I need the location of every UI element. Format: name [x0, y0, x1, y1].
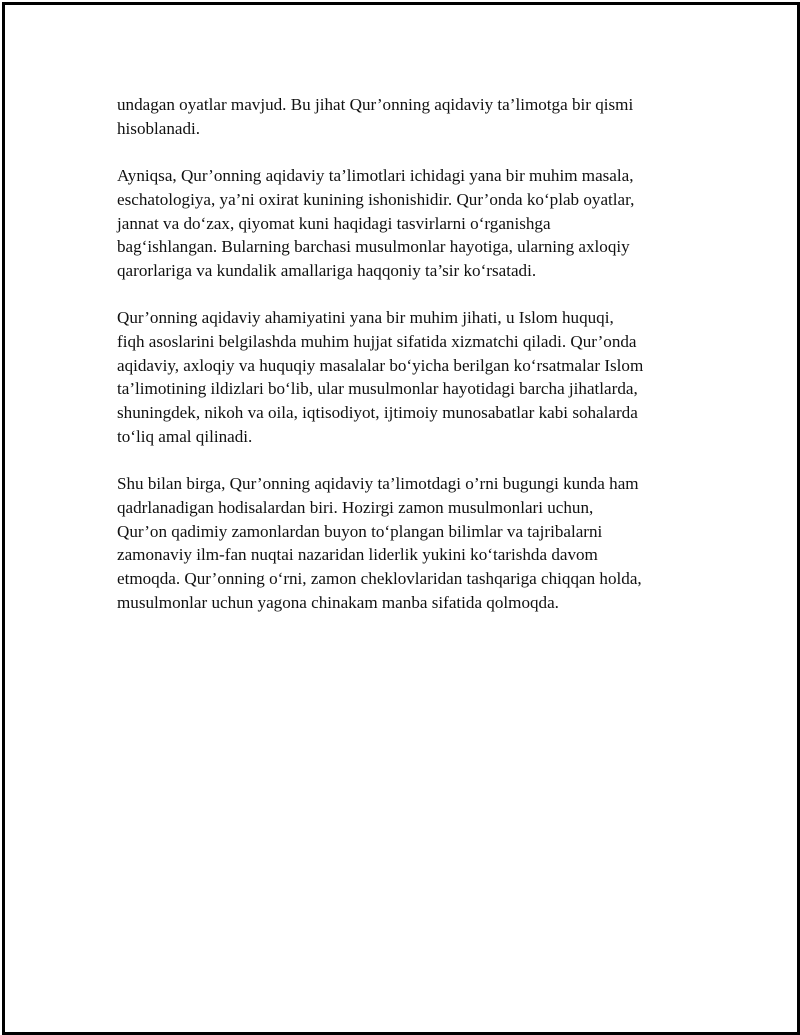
- text-line: eschatologiya, ya’ni oxirat kunining ishonishidir. Qur’onda ko‘plab oyatlar,: [117, 189, 635, 209]
- text-line: bag‘ishlangan. Bularning barchasi musulmonlar hayotiga, ularning axloqiy: [117, 237, 630, 257]
- text-line: to‘liq amal qilinadi.: [117, 426, 253, 446]
- text-line: Qur’onning aqidaviy ahamiyatini yana bir muhim jihati, u Islom huquqi,: [117, 308, 614, 328]
- document-body: [117, 93, 697, 638]
- paragraph-1: [117, 93, 697, 140]
- text-line: zamonaviy ilm-fan nuqtai nazaridan liderlik yukini ko‘tarishda davom: [117, 545, 598, 565]
- text-line: qadrlanadigan hodisalardan biri. Hozirgi zamon musulmonlari uchun,: [117, 497, 594, 517]
- paragraph-3: [117, 306, 697, 448]
- text-line: jannat va do‘zax, qiyomat kuni haqidagi tasvirlarni o‘rganishga: [117, 213, 551, 233]
- paragraph-2: [117, 164, 697, 283]
- paragraph-4: [117, 472, 697, 614]
- text-line: Shu bilan birga, Qur’onning aqidaviy ta’limotdagi o’rni bugungi kunda ham: [117, 474, 639, 494]
- text-line: fiqh asoslarini belgilashda muhim hujjat sifatida xizmatchi qiladi. Qur’onda: [117, 332, 637, 351]
- text-line: musulmonlar uchun yagona chinakam manba sifatida qolmoqda.: [117, 592, 559, 612]
- text-line: aqidaviy, axloqiy va huquqiy masalalar bo‘yicha berilgan ko‘rsatmalar Islom: [117, 355, 644, 375]
- text-line: hisoblanadi.: [117, 118, 201, 138]
- text-line: ta’limotining ildizlari bo‘lib, ular musulmonlar hayotidagi barcha jihatlarda,: [117, 379, 638, 399]
- text-line: Ayniqsa, Qur’onning aqidaviy ta’limotlari ichidagi yana bir muhim masala,: [117, 166, 634, 186]
- text-line: undagan oyatlar mavjud. Bu jihat Qur’onning aqidaviy ta’limotga bir qismi: [117, 95, 634, 114]
- text-line: qarorlariga va kundalik amallariga haqqoniy ta’sir ko‘rsatadi.: [117, 260, 537, 280]
- text-line: shuningdek, nikoh va oila, iqtisodiyot, ijtimoiy munosabatlar kabi sohalarda: [117, 403, 638, 423]
- text-line: etmoqda. Qur’onning o‘rni, zamon cheklovlaridan tashqariga chiqqan holda,: [117, 569, 642, 589]
- text-line: Qur’on qadimiy zamonlardan buyon to‘plangan bilimlar va tajribalarni: [117, 521, 603, 541]
